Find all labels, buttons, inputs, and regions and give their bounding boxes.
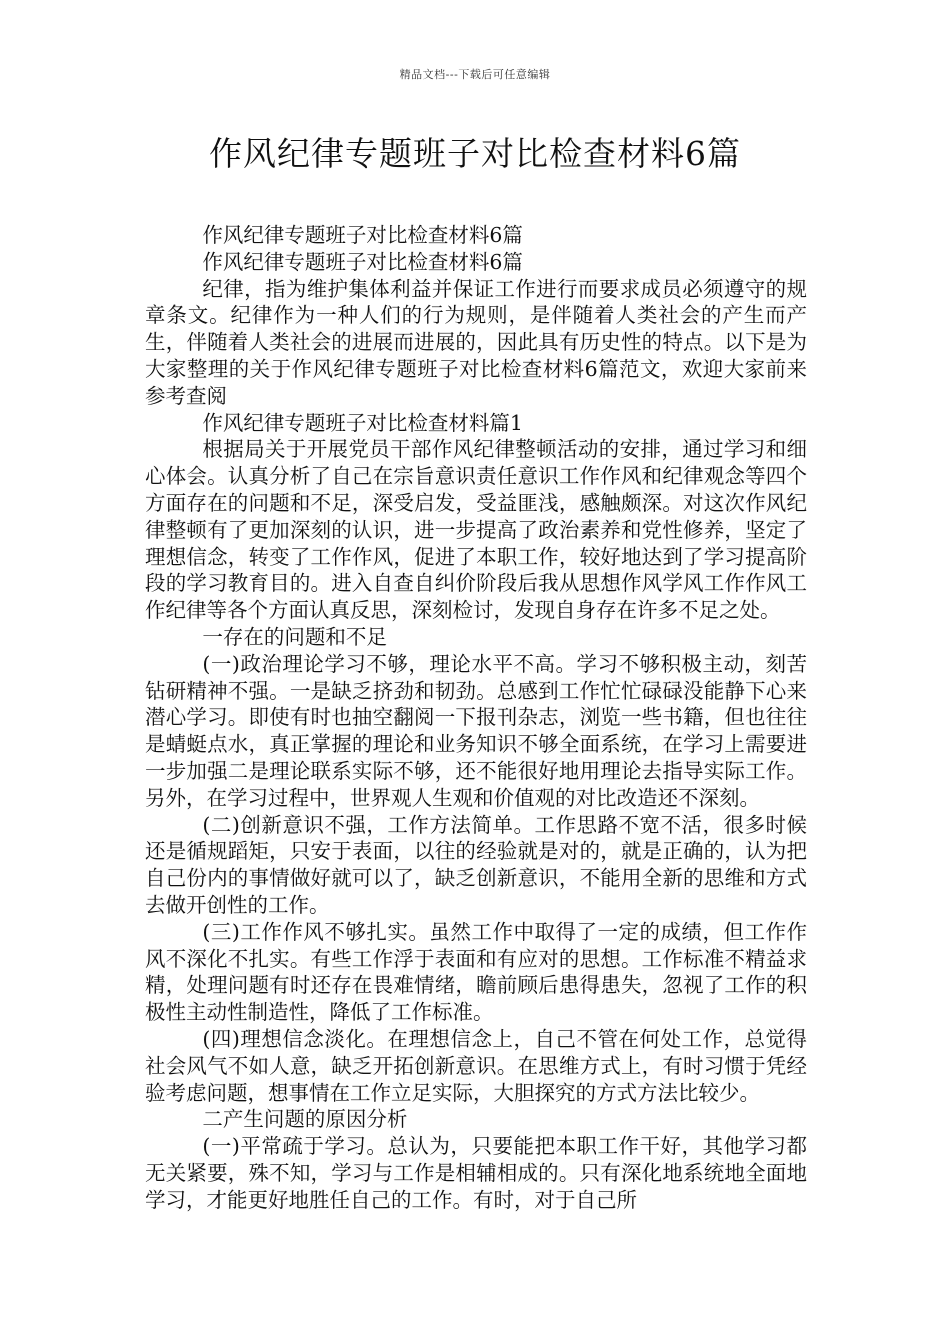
paragraph: (四)理想信念淡化。在理想信念上，自己不管在何处工作，总觉得社会风气不如人意，缺乏开拓创新意识。在思维方式上，有时习惯于凭经验考虑问题，想事情在工作立足实际，大胆探究的方式方法比较少。 (145, 1026, 807, 1105)
document-body (145, 222, 807, 1213)
paragraph: 作风纪律专题班子对比检查材料6篇 (202, 249, 523, 274)
paragraph: (一)政治理论学习不够，理论水平不高。学习不够积极主动，刻苦钻研精神不强。一是缺乏挤劲和韧劲。总感到工作忙忙碌碌没能静下心来潜心学习。即使有时也抽空翻阅一下报刊杂志，浏览一些书籍，但也往往是蜻蜓点水，真正掌握的理论和业务知识不够全面系统，在学习上需要进一步加强二是理论联系实际不够，还不能很好地用理论去指导实际工作。另外，在学习过程中，世界观人生观和价值观的对比改造还不深刻。 (145, 651, 807, 810)
document-title: 作风纪律专题班子对比检查材料6篇 (209, 134, 741, 173)
header-note: 精品文档---下载后可任意编辑 (399, 68, 551, 81)
section-heading: 一存在的问题和不足 (202, 624, 387, 649)
paragraph: 纪律，指为维护集体利益并保证工作进行而要求成员必须遵守的规章条文。纪律作为一种人们的行为规则，是伴随着人类社会的产生而产生，伴随着人类社会的进展而进展的，因此具有历史性的特点。以下是为大家整理的关于作风纪律专题班子对比检查材料6篇范文，欢迎大家前来参考查阅 (145, 276, 807, 408)
section-heading: 作风纪律专题班子对比检查材料篇1 (202, 410, 523, 435)
paragraph: 作风纪律专题班子对比检查材料6篇 (202, 223, 523, 247)
paragraph: (一)平常疏于学习。总认为，只要能把本职工作干好，其他学习都无关紧要，殊不知，学习与工作是相辅相成的。只有深化地系统地全面地学习，才能更好地胜任自己的工作。有时，对于自己所 (145, 1134, 807, 1212)
section-heading: 二产生问题的原因分析 (202, 1107, 408, 1132)
paragraph: (二)创新意识不强，工作方法简单。工作思路不宽不活，很多时候还是循规蹈矩，只安于表面，以往的经验就是对的，就是正确的，认为把自己份内的事情做好就可以了，缺乏创新意识，不能用全新的思维和方式去做开创性的工作。 (145, 812, 807, 917)
paragraph: 根据局关于开展党员干部作风纪律整顿活动的安排，通过学习和细心体会。认真分析了自己在宗旨意识责任意识工作作风和纪律观念等四个方面存在的问题和不足，深受启发，受益匪浅，感触颇深。对这次作风纪律整顿有了更加深刻的认识，进一步提高了政治素养和党性修养，坚定了理想信念，转变了工作作风，促进了本职工作，较好地达到了学习提高阶段的学习教育目的。进入自查自纠价阶段后我从思想作风学风工作作风工作纪律等各个方面认真反思，深刻检讨，发现自身存在许多不足之处。 (145, 437, 807, 623)
paragraph: (三)工作作风不够扎实。虽然工作中取得了一定的成绩，但工作作风不深化不扎实。有些工作浮于表面和有应对的思想。工作标准不精益求精，处理问题有时还存在畏难情绪，瞻前顾后患得患失，忽视了工作的积极性主动性制造性，降低了工作标准。 (145, 919, 807, 1025)
